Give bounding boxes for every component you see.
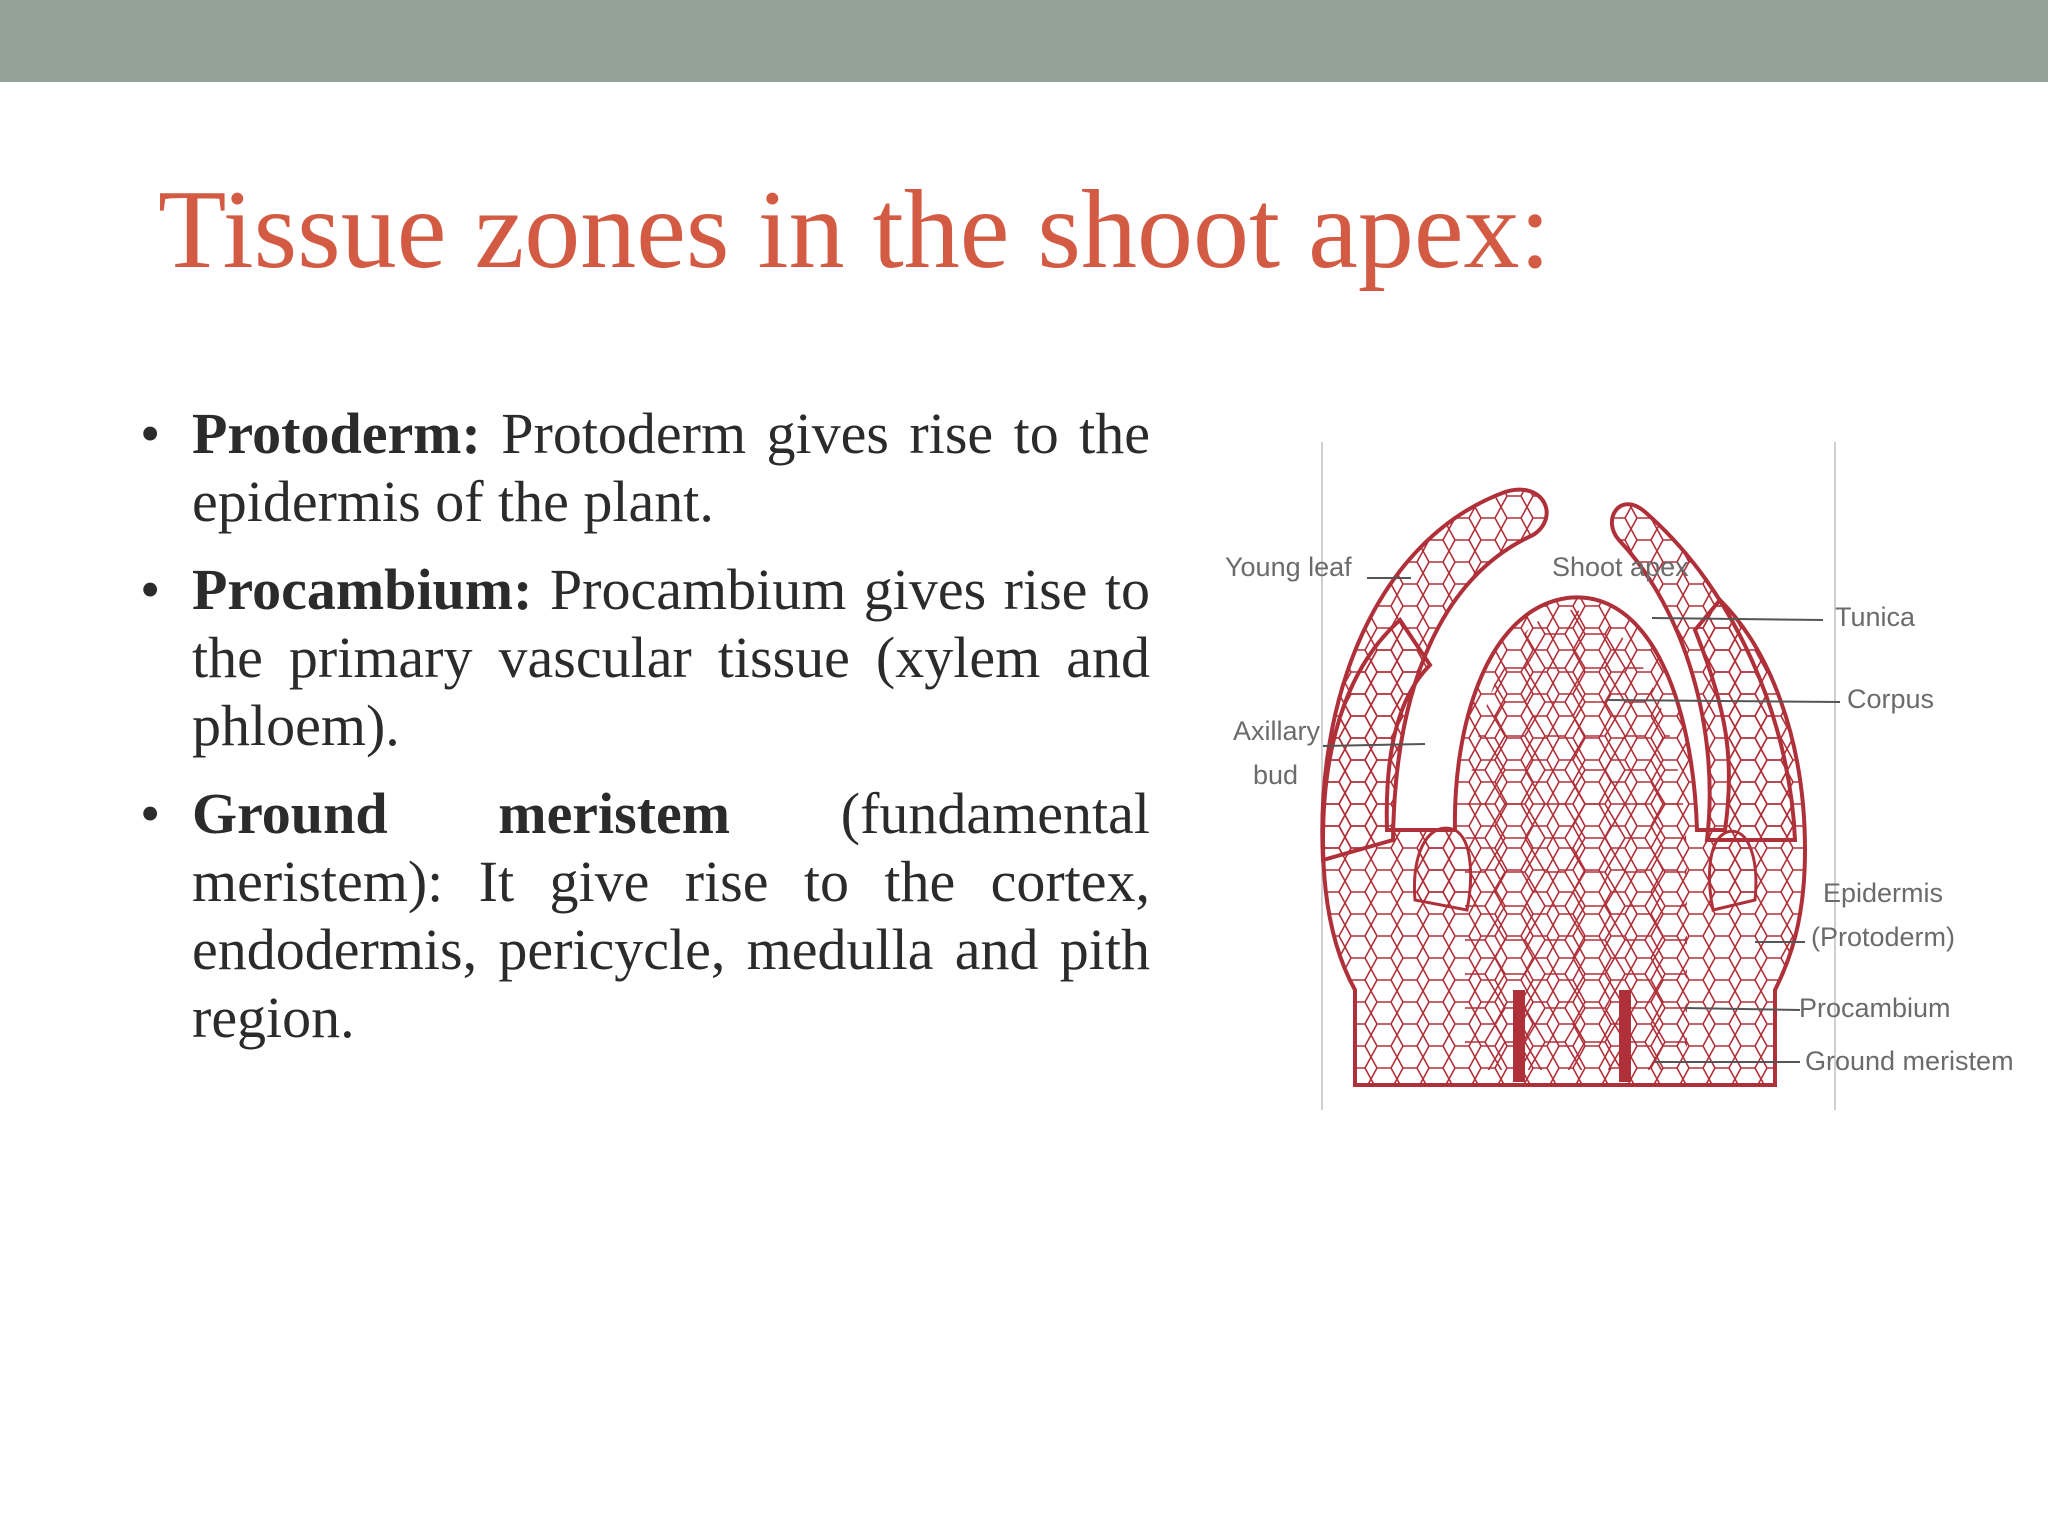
desc-ground-meristem: (fundamental meristem): It give rise to the cortex, endodermis, pericycle, medulla and pith region.	[192, 781, 1150, 1050]
desc-protoderm: Protoderm gives rise to the epidermis of the plant.	[192, 401, 1150, 534]
term-ground-meristem: Ground meristem	[192, 781, 731, 846]
slide-title: Tissue zones in the shoot apex:	[158, 168, 1551, 292]
procambium-strand-right	[1619, 990, 1631, 1082]
bullet-dot-icon: •	[140, 401, 161, 466]
label-shoot-apex: Shoot apex	[1552, 552, 1689, 582]
term-protoderm: Protoderm:	[192, 401, 481, 466]
axillary-bud-right	[1710, 831, 1756, 910]
label-epidermis-line1: Epidermis	[1823, 878, 1944, 908]
bullet-list	[140, 400, 1150, 1072]
label-ground-meristem: Ground meristem	[1805, 1046, 2014, 1076]
shoot-apex-diagram	[1215, 430, 2015, 1120]
label-axillary-bud-line2: bud	[1253, 760, 1299, 790]
bullet-dot-icon: •	[140, 781, 161, 846]
label-axillary-bud-line1: Axillary	[1233, 716, 1321, 746]
top-banner	[0, 0, 2048, 82]
bullet-procambium	[140, 556, 1150, 760]
shoot-apex-illustration	[1215, 430, 2015, 1120]
bullet-protoderm	[140, 400, 1150, 536]
desc-procambium: Procambium gives rise to the primary vascular tissue (xylem and phloem).	[192, 557, 1150, 758]
label-procambium: Procambium	[1799, 993, 1951, 1023]
procambium-strand-left	[1513, 990, 1525, 1082]
label-young-leaf: Young leaf	[1225, 552, 1352, 582]
term-procambium: Procambium:	[192, 557, 533, 622]
bullet-dot-icon: •	[140, 557, 161, 622]
bullet-ground-meristem	[140, 780, 1150, 1052]
label-corpus: Corpus	[1847, 684, 1935, 714]
label-tunica: Tunica	[1835, 602, 1916, 632]
label-epidermis-line2: (Protoderm)	[1811, 922, 1956, 952]
